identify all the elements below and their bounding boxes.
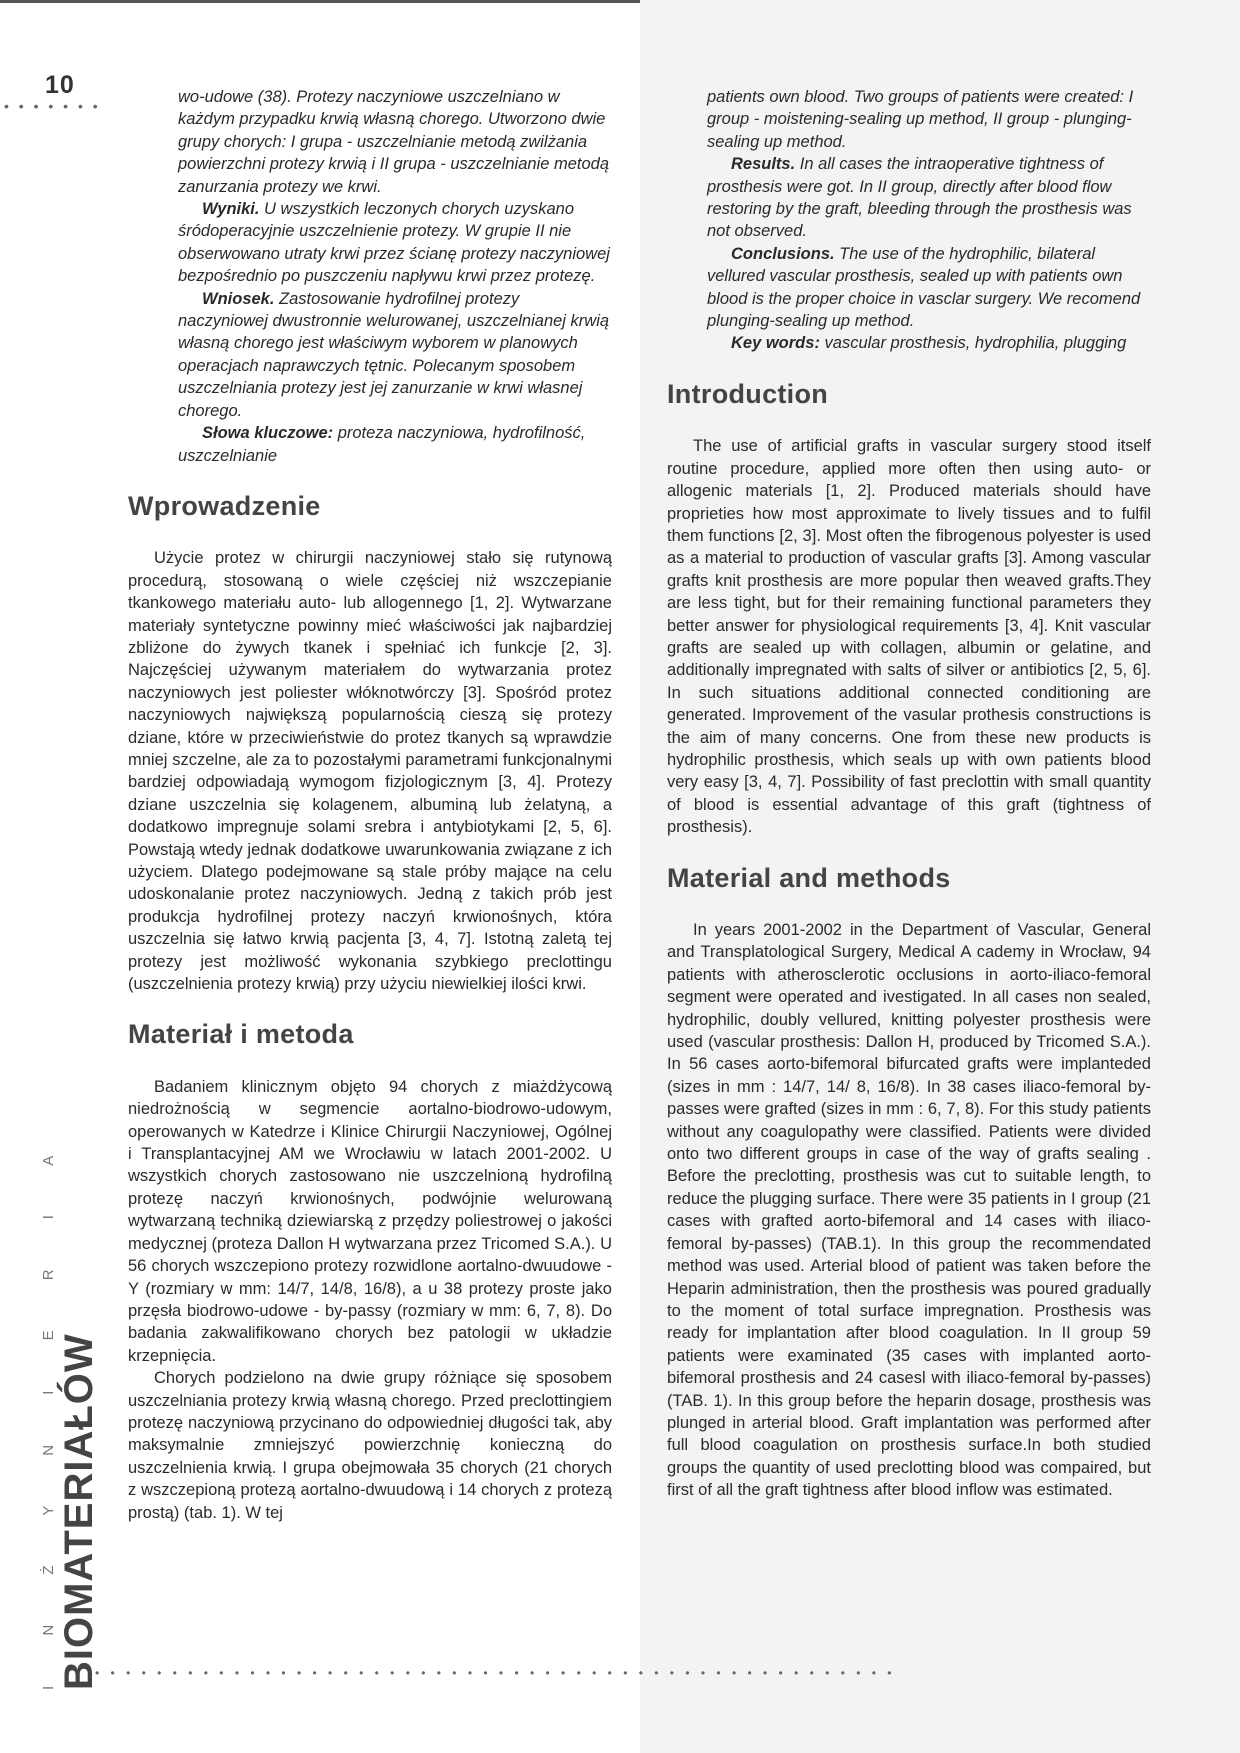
keywords-label-en: Key words: xyxy=(731,334,820,353)
keywords-label: Słowa kluczowe: xyxy=(202,424,334,443)
conclusions-label-en: Conclusions. xyxy=(731,244,835,263)
section-heading-intro-pl: Wprowadzenie xyxy=(128,490,321,521)
results-text-en: In all cases the intraoperative tightness of prosthesis were got. In II group, directly after blood flow restoring by the graft, bleeding through the prosthesis was not observed. xyxy=(707,155,1132,241)
brand-title: BIOMATERIAŁÓW xyxy=(57,1333,101,1690)
decorative-dots-top: • • • • • • • xyxy=(4,98,101,114)
results-label: Wyniki. xyxy=(202,200,260,219)
results-text: U wszystkich leczonych chorych uzyskano śródoperacyjnie uszczelnienie protezy. W grupie II nie obserwowano utraty krwi przez ścianę protezy naczyniowej bezpośrednio po puszczeniu napływu krwi przez protezę. xyxy=(178,200,610,286)
section-heading-intro-en: Introduction xyxy=(667,378,829,409)
section-heading-methods-pl: Materiał i metoda xyxy=(128,1019,354,1050)
conclusions-text-en: The use of the hydrophilic, bilateral vellured vascular prosthesis, sealed up with patients own blood is the proper choice in vasclar surgery. We recomend plunging-sealing up method. xyxy=(707,244,1141,331)
methods-paragraph-2-pl: Chorych podzielono na dwie grupy różniące się sposobem uszczelniania protezy krwią własną chorego. Przed preclottingiem protezę naczyniową przycinano do odpowiedniej długości tak, aby maksymalnie zmniejszyć powierzchnię konieczną do uszczelnienia krwią. I grupa obejmowała 35 chorych (21 chorych z wszczepioną protezą aortalno-dwuudową i 14 chorych z protezą prostą) (tab. 1). W tej xyxy=(128,1369,612,1522)
top-rule xyxy=(0,0,640,3)
journal-brand-vertical xyxy=(40,1132,101,1700)
right-column xyxy=(667,86,1151,1502)
brand-subtitle: I N Ż Y N I E R I A xyxy=(40,1132,57,1690)
page-number: 10 xyxy=(45,71,75,99)
keywords-text-en: vascular prosthesis, hydrophilia, plugging xyxy=(819,334,1127,353)
left-column xyxy=(128,86,612,1524)
abstract-polish xyxy=(128,86,612,467)
conclusion-label: Wniosek. xyxy=(202,289,275,308)
abstract-continuation-en: patients own blood. Two groups of patients were created: I group - moistening-sealing up method, II group - plunging-sealing up method. xyxy=(707,88,1134,151)
abstract-keywords-en xyxy=(707,332,1151,354)
abstract-continuation: wo-udowe (38). Protezy naczyniowe uszczelniano w każdym przypadku krwią własną chorego. Utworzono dwie grupy chorych: I grupa - uszczelnianie metodą zwilżania powierzchni protezy krwią i II grupa - uszczelnianie metodą zanurzania protezy we krwi. xyxy=(178,88,610,196)
conclusion-text: Zastosowanie hydrofilnej protezy naczyniowej dwustronnie welurowanej, uszczelnianej krwią własną chorego jest właściwym wyborem w planowych operacjach naprawczych tętnic. Polecanym sposobem uszczelniania protezy jest jej zanurzanie w krwi własnej chorego. xyxy=(178,289,610,420)
abstract-conclusions-en xyxy=(707,243,1151,333)
methods-paragraph-en: In years 2001-2002 in the Department of Vascular, General and Transplatological Surgery, Medical A cademy in Wrocław, 94 patients with atherosclerotic occlusions in aorto-iliaco-femoral segment were operated and ivestigated. In all cases non sealed, hydrophilic, doubly vellured, knitting polyester prosthesis were used (vascular prosthesis: Dallon H, produced by Tricomed S.A.). In 56 cases aorto-bifemoral bifurcated grafts were implanteded (sizes in mm : 14/7, 14/ 8, 16/8). In 38 cases iliaco-femoral by-passes were grafted (sizes in mm : 6, 7, 8). For this study patients without any coagulopathy were classified. Patients were divided onto two different groups in case of the way of grafts sealing . Before the preclotting, prosthesis was cut to suitable length, to reduce the plugging surface. There were 35 patients in I group (21 cases with grafted aorto-bifemoral and 14 cases with iliaco-femoral by-passes) (TAB.1). In this group the recommendated method was used. Arterial blood of patient was taken before the Heparin administration, then the prosthesis was poured gradually to the moment of total surface impregnation. Prosthesis was ready for implantation after blood coagulation. In II group 59 patients were examinated (35 cases with implanted aorto-bifemoral prosthesis and 24 casesl with iliaco-femoral by-passes) (TAB. 1). In this group before the heparin dosage, prosthesis was plunged in arterial blood. Graft implantation was performed after full blood coagulation on prosthesis surface.In both studied groups the quantity of used preclotting blood was compaired, but first of all the graft tightness after blood inflow was estimated. xyxy=(667,921,1151,1500)
intro-paragraph-en: The use of artificial grafts in vascular surgery stood itself routine procedure, applied more often then using auto- or allogenic materials [1, 2]. Produced materials should have proprieties how most approximate to lively tissues and to fulfil them functions [2, 3]. Most often the fibrogenous polyester is used as a material to production of vascular grafts [3]. Among vascular grafts knit prosthesis are more popular then weaved grafts.They are less tight, but for their remaining functional parameters they better answer for physiological requirements [3, 4]. Knit vascular grafts are sealed up with collagen, albumin or gelatine, and additionally impregnated with salts of silver or antibiotics [2, 5, 6]. In such situations additional connected conditioning are generated. Improvement of the vasular prothesis constructions is the aim of many concerns. One from these new products is hydrophilic prosthesis, which seals up with own patients blood very easy [3, 4, 7]. Possibility of fast preclottin with small quantity of blood is essential advantage of this graft (tightness of prosthesis). xyxy=(667,437,1151,837)
section-heading-methods-en: Material and methods xyxy=(667,862,951,893)
intro-paragraph-pl: Użycie protez w chirurgii naczyniowej stało się rutynową procedurą, stosowaną o wiele częściej niż wszczepianie tkankowego materiału auto- lub allogennego [1, 2]. Wytwarzane materiały syntetyczne powinny mieć właściwości jak najbardziej zbliżone do żywych tkanek i spełniać ich funkcje [2, 3]. Najczęściej używanym materiałem do wytwarzania protez naczyniowych jest poliester włóknotwórczy [3]. Spośród protez naczyniowych największą popularnością cieszą się protezy dziane, które w przeciwieństwie do protez tkanych są wprawdzie mniej szczelne, ale za to pozostałymi parametrami funkcjonalnymi bardziej odpowiadają wymogom fizjologicznym [3, 4]. Protezy dziane uszczelnia się kolagenem, albuminą lub żelatyną, a dodatkowo impregnuje solami srebra i antybiotykami [2, 5, 6]. Powstają wtedy jednak dodatkowe uwarunkowania związane z ich użyciem. Dlatego podejmowane są stale próby mające na celu udoskonalanie protez naczyniowych. Jedną z takich prób jest produkcja hydrofilnej protezy naczyń krwionośnych, która uszczelnia się łatwo krwią pacjenta [3, 4, 7]. Istotną zaletą tej protezy jest możliwość wykonania szybkiego preclottingu (uszczelnienia protezy krwią) przy użyciu niewielkiej ilości krwi. xyxy=(128,549,612,994)
keywords-text: proteza naczyniowa, hydrofilność, uszczelnianie xyxy=(178,424,586,465)
methods-paragraph-1-pl: Badaniem klinicznym objęto 94 chorych z miażdżycową niedrożnością w segmencie aortalno-biodrowo-udowym, operowanych w Katedrze i Klinice Chirurgii Naczyniowej, Ogólnej i Transplantacyjnej AM we Wrocławiu w latach 2001-2002. U wszystkich chorych zastosowano nie uszczelnioną hydrofilną protezę naczyń krwionośnych, podwójnie welurowaną wytwarzaną techniką dziewiarską z przędzy poliestrowej o jakości medycznej (proteza Dallon H wytwarzana przez Tricomed S.A.). U 56 chorych wszczepiono protezy rozwidlone aortalno-dwuudowe - Y (rozmiary w mm: 14/7, 14/8, 16/8), a u 38 protezy proste jako przęsła biodrowo-udowe - by-passy (rozmiary w mm: 6, 7, 8). Do badania zakwalifikowano chorych bez patologii w układzie krzepnięcia. xyxy=(128,1077,612,1365)
abstract-conclusion xyxy=(178,288,612,422)
abstract-keywords xyxy=(178,422,612,467)
abstract-results-en xyxy=(707,153,1151,243)
decorative-dots-bottom: • • • • • • • • • • • • • • • • • • • • • • • • • • • • • • • • • • • • • • • • • • • • • • • • • • • • xyxy=(95,1666,896,1680)
abstract-english xyxy=(667,86,1151,355)
results-label-en: Results. xyxy=(731,155,796,174)
abstract-results xyxy=(178,198,612,288)
